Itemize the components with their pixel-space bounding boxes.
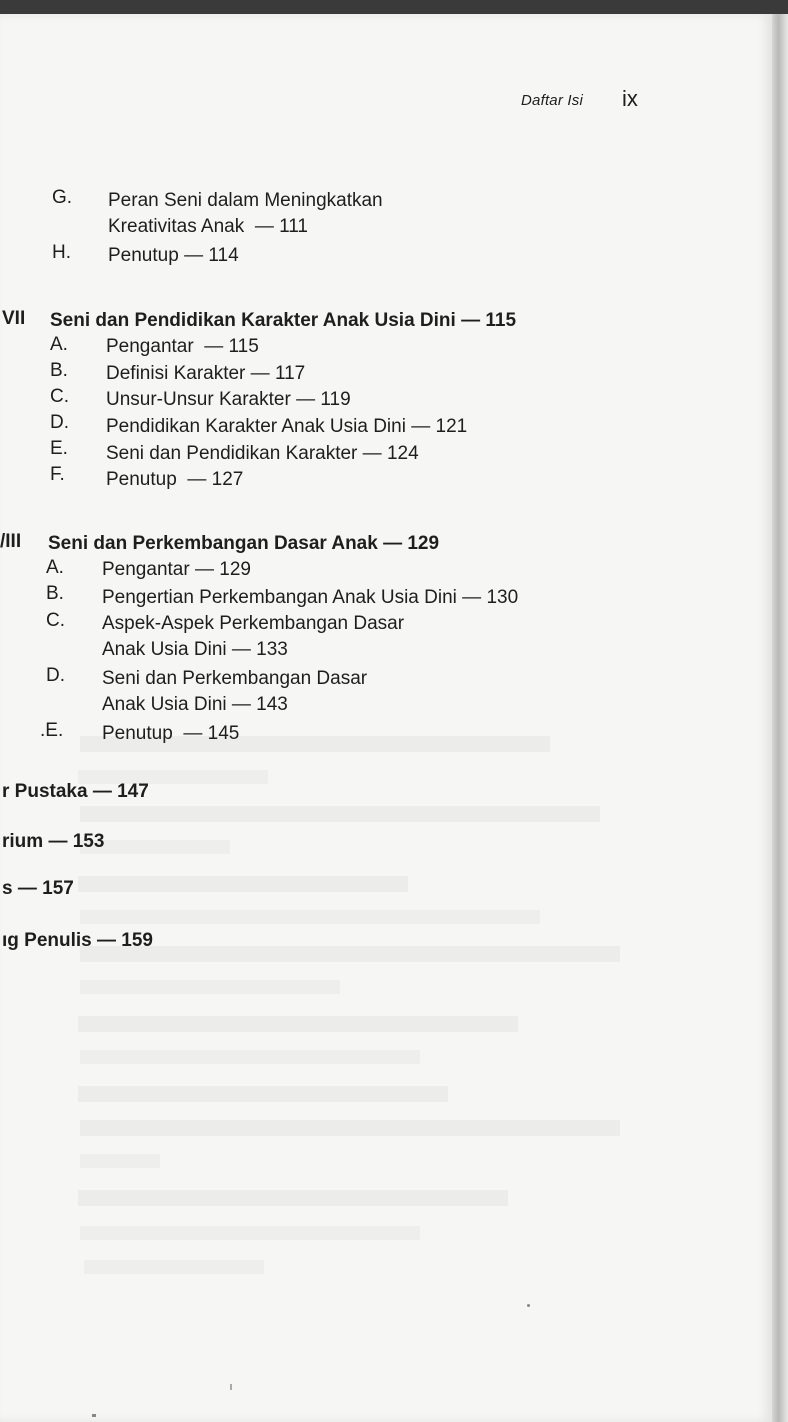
- toc-item-title: Penutup: [102, 723, 173, 744]
- toc-item-letter: C.: [50, 386, 69, 407]
- show-through-text: [78, 1190, 508, 1206]
- toc-item: [102, 587, 518, 609]
- toc-item: [108, 245, 239, 267]
- toc-item-title: Penutup: [108, 245, 179, 266]
- toc-item-title: Aspek-Aspek Perkembangan Dasar: [102, 613, 405, 634]
- toc-item-title: Seni dan Perkembangan Dasar: [102, 668, 368, 689]
- toc-item-page: — 145: [183, 723, 240, 744]
- toc-item-title: Unsur-Unsur Karakter: [106, 389, 291, 410]
- page-edge: [772, 14, 788, 1422]
- toc-item-letter: G.: [52, 187, 73, 208]
- show-through-text: [80, 946, 620, 962]
- toc-item-title: Pengertian Perkembangan Anak Usia Dini: [102, 587, 457, 608]
- toc-back-matter: rium — 153: [2, 831, 105, 852]
- show-through-text: [84, 1260, 264, 1274]
- show-through-text: [78, 876, 408, 892]
- toc-item-letter: D.: [50, 412, 69, 433]
- show-through-text: [80, 1120, 620, 1136]
- toc-back-matter: r Pustaka — 147: [2, 781, 149, 802]
- toc-item: [106, 469, 243, 491]
- toc-item-page: — 117: [250, 363, 306, 384]
- toc-item-title-cont: [102, 639, 288, 661]
- paper-speck: [92, 1414, 96, 1417]
- toc-item-title: Anak Usia Dini: [102, 694, 227, 715]
- page-number: ix: [622, 86, 638, 111]
- toc-back-matter: ıg Penulis — 159: [2, 930, 153, 951]
- toc-item-letter: C.: [46, 610, 65, 631]
- toc-item-title: Pengantar: [102, 559, 190, 580]
- toc-item-letter: A.: [46, 557, 64, 578]
- toc-item: [102, 559, 251, 581]
- toc-item-page: — 133: [231, 639, 288, 660]
- show-through-text: [78, 1086, 448, 1102]
- chapter-number: VII: [2, 308, 26, 329]
- toc-item: [102, 723, 239, 745]
- toc-item-title: Kreativitas Anak: [108, 216, 245, 237]
- paper-speck: [230, 1384, 232, 1390]
- toc-item-title: Penutup: [106, 469, 177, 490]
- paper-speck: [527, 1304, 530, 1307]
- chapter-number: /III: [0, 531, 22, 552]
- toc-item-letter: B.: [46, 583, 64, 604]
- toc-item-page: — 119: [296, 389, 351, 410]
- toc-item-page: — 111: [254, 216, 308, 237]
- toc-item-page: — 127: [187, 469, 244, 490]
- toc-item-title: Pengantar: [106, 336, 194, 357]
- show-through-text: [78, 1016, 518, 1032]
- toc-item-page: — 114: [184, 245, 239, 266]
- chapter-title: Seni dan Pendidikan Karakter Anak Usia Dini — 115: [50, 310, 517, 331]
- toc-item: [106, 389, 351, 411]
- show-through-text: [80, 910, 540, 924]
- toc-item-letter: .E.: [40, 720, 64, 741]
- toc-item-letter: D.: [46, 665, 65, 686]
- toc-item-letter: B.: [50, 360, 68, 381]
- chapter-title: Seni dan Perkembangan Dasar Anak — 129: [48, 533, 440, 554]
- show-through-text: [80, 1154, 160, 1168]
- toc-item-title: Seni dan Pendidikan Karakter: [106, 443, 358, 464]
- toc-item: [106, 336, 259, 358]
- toc-item-title: Peran Seni dalam Meningkatkan: [108, 190, 383, 211]
- toc-item-page: — 115: [204, 336, 259, 357]
- show-through-text: [80, 1050, 420, 1064]
- toc-item-letter: E.: [50, 438, 68, 459]
- show-through-text: [80, 980, 340, 994]
- toc-item-letter: H.: [52, 242, 71, 263]
- toc-item-page: — 124: [362, 443, 419, 464]
- toc-item-title: Pendidikan Karakter Anak Usia Dini: [106, 416, 406, 437]
- toc-item-title-cont: [102, 694, 288, 716]
- show-through-text: [80, 1226, 420, 1240]
- toc-item-page: — 143: [231, 694, 288, 715]
- toc-item: [106, 363, 305, 385]
- toc-back-matter: s — 157: [2, 878, 74, 899]
- toc-item-page: — 121: [411, 416, 468, 437]
- toc-item: [106, 416, 467, 438]
- toc-item: [106, 443, 419, 465]
- toc-item-title-cont: [108, 216, 308, 238]
- running-header-title: Daftar Isi: [521, 92, 584, 109]
- toc-item-letter: F.: [50, 464, 65, 485]
- toc-item-page: — 129: [194, 559, 251, 580]
- book-page: [0, 14, 772, 1422]
- show-through-text: [80, 806, 600, 822]
- toc-item-title: Definisi Karakter: [106, 363, 246, 384]
- toc-item-page: — 130: [462, 587, 519, 608]
- toc-item-title: Anak Usia Dini: [102, 639, 227, 660]
- toc-item-letter: A.: [50, 334, 68, 355]
